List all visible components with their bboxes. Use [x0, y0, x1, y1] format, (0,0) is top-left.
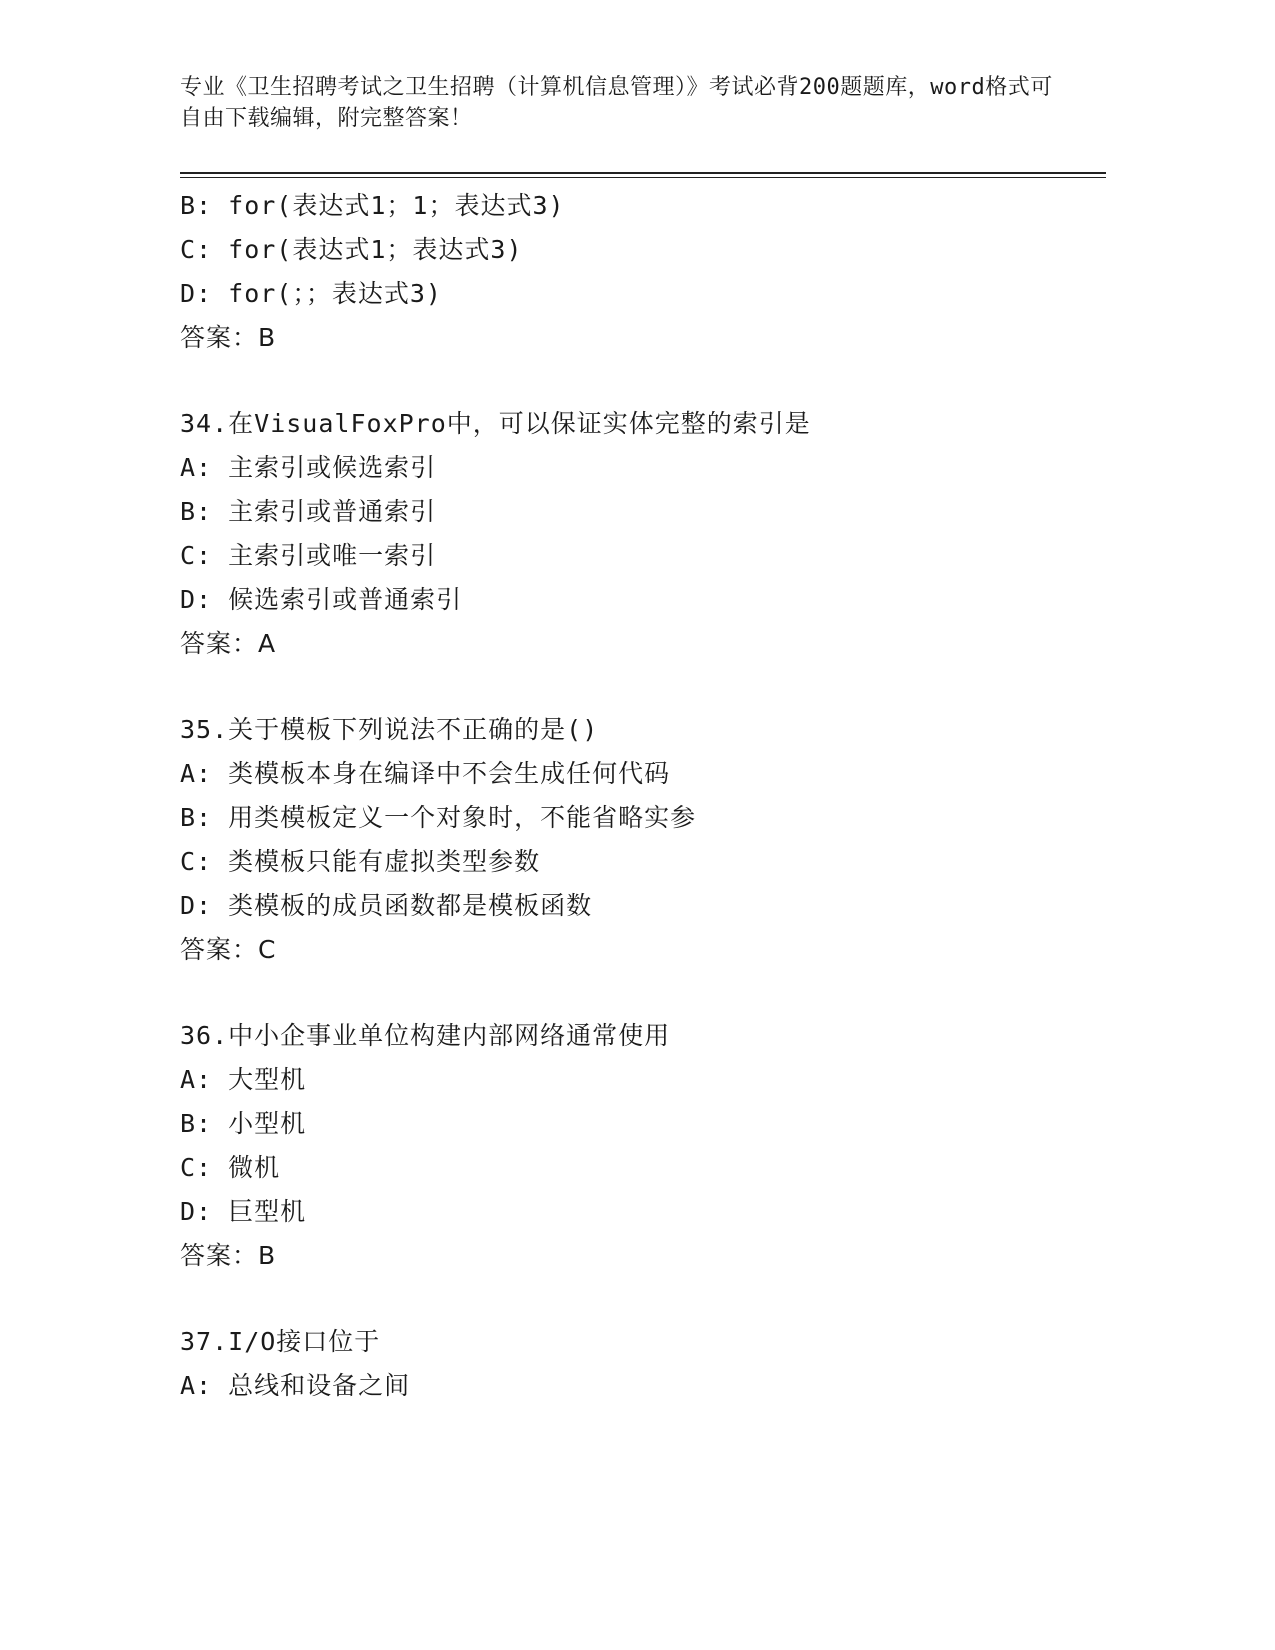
- option-a: A: 总线和设备之间: [180, 1371, 411, 1400]
- question-list: [180, 184, 1106, 1408]
- answer-line: 答案：B: [180, 323, 277, 352]
- page-header: 专业《卫生招聘考试之卫生招聘（计算机信息管理）》考试必背200题题库，word格式可自由下载编辑，附完整答案！: [180, 75, 1053, 131]
- question-block-36: [180, 1014, 1106, 1278]
- option-c: C: 类模板只能有虚拟类型参数: [180, 847, 541, 876]
- answer-line: 答案：B: [180, 1241, 277, 1270]
- question-block-34: [180, 402, 1106, 666]
- question-title: 34.在VisualFoxPro中，可以保证实体完整的索引是: [180, 409, 811, 438]
- question-block-37: [180, 1320, 1106, 1408]
- option-b: B: 主索引或普通索引: [180, 497, 437, 526]
- header-divider: [180, 172, 1106, 178]
- option-c: C: 主索引或唯一索引: [180, 541, 437, 570]
- option-b: B: for(表达式1；1；表达式3): [180, 191, 565, 220]
- question-title: 35.关于模板下列说法不正确的是(): [180, 715, 599, 744]
- answer-line: 答案：C: [180, 935, 277, 964]
- option-c: C: 微机: [180, 1153, 281, 1182]
- option-a: A: 大型机: [180, 1065, 307, 1094]
- option-d: D: 候选索引或普通索引: [180, 585, 463, 614]
- question-block-partial: [180, 184, 1106, 360]
- option-b: B: 用类模板定义一个对象时，不能省略实参: [180, 803, 697, 832]
- option-a: A: 主索引或候选索引: [180, 453, 437, 482]
- option-d: D: 类模板的成员函数都是模板函数: [180, 891, 593, 920]
- question-title: 36.中小企事业单位构建内部网络通常使用: [180, 1021, 671, 1050]
- answer-line: 答案：A: [180, 629, 277, 658]
- option-a: A: 类模板本身在编译中不会生成任何代码: [180, 759, 671, 788]
- option-c: C: for(表达式1；表达式3): [180, 235, 523, 264]
- question-title: 37.I/O接口位于: [180, 1327, 381, 1356]
- option-b: B: 小型机: [180, 1109, 307, 1138]
- question-block-35: [180, 708, 1106, 972]
- option-d: D: for(；；表达式3): [180, 279, 442, 308]
- option-d: D: 巨型机: [180, 1197, 307, 1226]
